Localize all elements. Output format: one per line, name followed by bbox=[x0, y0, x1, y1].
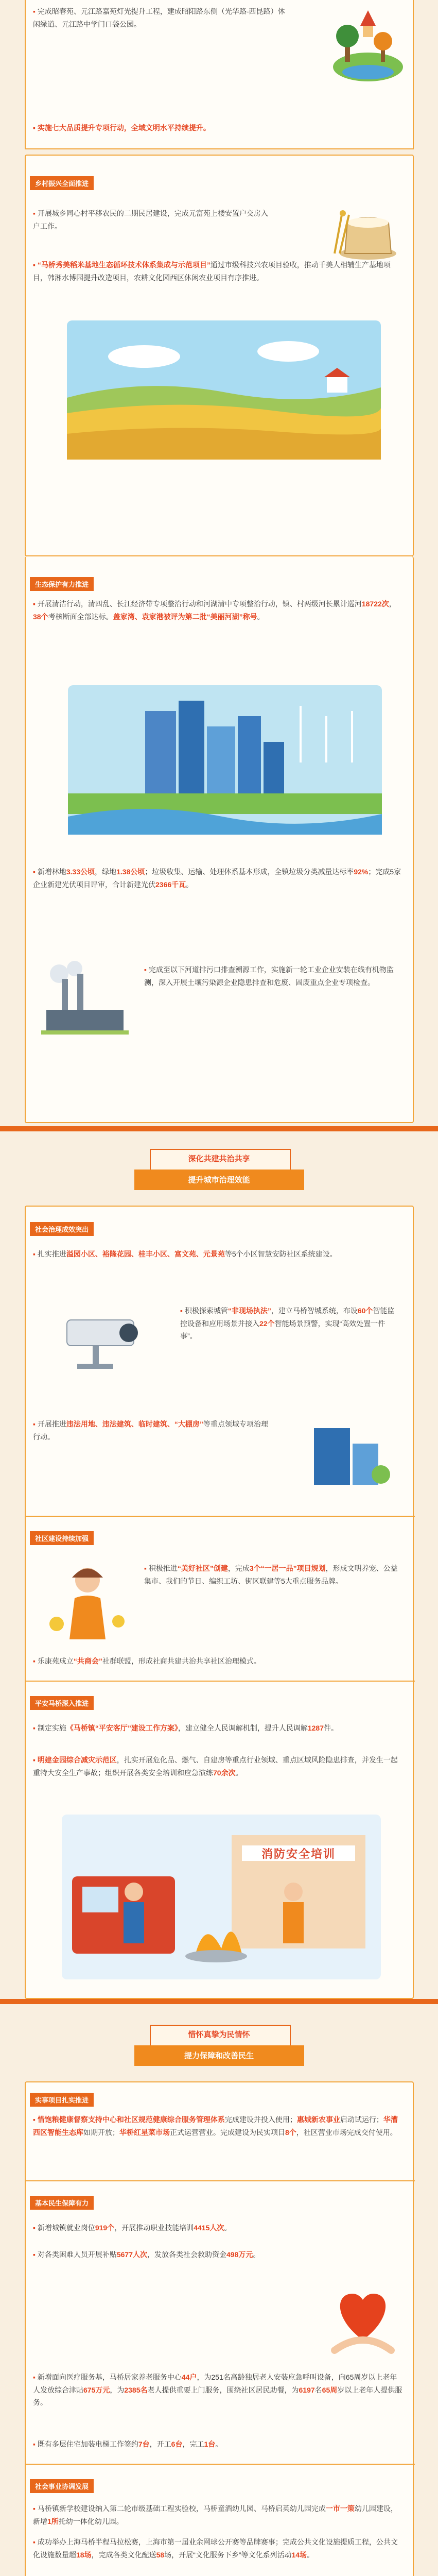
section-divider-1 bbox=[0, 1126, 438, 1131]
safety-p2: ▪ 明建金园综合减灾示范区，扎实开展危化品、燃气、自建房等重点行业领域、重点区域风险隐患排查，并发生一起重特大安全生产事故；组织开展各类安全培训和应急演练70余次。 bbox=[33, 1756, 398, 1777]
rural-tag: 乡村振兴全面推进 bbox=[30, 176, 94, 190]
basic-p1: ▪ 新增城镇就业岗位919个，开展推动职业技能培训4415人次。 bbox=[33, 2224, 232, 2232]
building-illustration bbox=[304, 1418, 391, 1490]
wheat-field-illustration bbox=[67, 320, 381, 460]
community-divider bbox=[26, 1681, 415, 1682]
banner-governance-line1: 深化共建共治共享 bbox=[188, 1155, 250, 1163]
safety-p1: ▪ 制定实施《马桥镇“平安客厅”建设工作方案》，建立健全人民调解机制，提升人民调解1287件。 bbox=[33, 1724, 339, 1732]
intro-block bbox=[25, 0, 414, 149]
gov-p3: ▪ 开展推进违法用地、违法建筑、临时建筑、“大棚房”等重点领域专项治理行动。 bbox=[33, 1420, 268, 1441]
rural-card bbox=[25, 155, 414, 556]
intro-text: ▪ 完成昭春苑、元江路嘉苑灯光提升工程，建成昭阳路东侧（光华路-西昆路）休闲绿道、元江路中学门口袋公园。 bbox=[33, 7, 285, 28]
city-river-illustration bbox=[68, 685, 382, 835]
governance-tag: 社会治理成效突出 bbox=[30, 1222, 94, 1236]
park-illustration bbox=[329, 5, 407, 88]
social-p2: ▪ 成功举办上海马桥半程马拉松赛，上海市第一届业余网球公开赛等品牌赛事；完成公共文化设施提质工程，公共文化设施数量超18场，完成各类文化配送58场，开展“文化服务下乡”等文化系列活动14场。 bbox=[33, 2538, 398, 2559]
rural-p2: ▪ “马桥秀美稻米基地生态循环技术体系集成与示范项目”通过市级科技兴农项目验收，推动千美人相辅生产基地项目，韩湘水博园提升改造项目，农耕文化园西区休闲农业项目有序推进。 bbox=[33, 261, 391, 282]
banner-livelihood bbox=[0, 2025, 438, 2072]
livelihood-card bbox=[25, 2081, 414, 2576]
basic-p4: ▪ 既有多层住宅加装电梯工作签约7台，开工6台，完工1台。 bbox=[33, 2440, 223, 2448]
eco-p1: ▪ 开展清洁行动，清四乱、长江经济带专项整治行动和河湖清中专项整治行动，镇、村两级河长累计巡河18722次，38个考核断面全部达标。盖家湾、袁家港被评为第二批“美丽河湖”称号。 bbox=[33, 600, 396, 621]
social-tag: 社会事业协调发展 bbox=[30, 2479, 94, 2493]
factory-illustration bbox=[36, 958, 134, 1041]
banner-livelihood-line2: 提力保障和改善民生 bbox=[184, 2052, 254, 2060]
banner-governance bbox=[0, 1149, 438, 1196]
safety-tag: 平安马桥深入推进 bbox=[30, 1696, 94, 1710]
basic-p3: ▪ 新增面向医疗服务基，马桥居家养老服务中心44户，为251名高龄独居老人安装应急呼叫设备，向65周岁以上老年人发放综合津贴675万元，为2385名老人提供重要上门服务，围绕社区居民助餐，为6197名65周岁以上老年人提供服务。 bbox=[33, 2373, 402, 2406]
eco-p2: ▪ 新增林地3.33公顷，绿地1.38公顷；垃圾收集、运输、处理体系基本形成，全镇垃圾分类减量达标率92%；完成5家企业新建光伏项目评审，合计新建光伏2366千瓦。 bbox=[33, 868, 401, 889]
cctv-camera-illustration bbox=[57, 1304, 160, 1377]
gov-p1: ▪ 扎实推进溢园小区、裕隆花园、桂丰小区、富文苑、元景苑等5个小区智慧安防社区系统建设。 bbox=[33, 1250, 337, 1258]
eco-card bbox=[25, 556, 414, 1123]
banner-governance-line2: 提升城市治理效能 bbox=[188, 1176, 250, 1184]
rural-p1: ▪ 开展城乡同心村平移农民的二期民居建设，完成元富苑上楼安置户交房入户工作。 bbox=[33, 209, 268, 230]
heart-hands-illustration bbox=[324, 2278, 401, 2361]
fire-station-sign: 消防安全培训 bbox=[261, 1848, 336, 1860]
basic-p2: ▪ 对各类困难人员开展补贴5677人次，发放各类社会救助资金498万元。 bbox=[33, 2250, 260, 2259]
basic-tag: 基本民生保障有力 bbox=[30, 2196, 94, 2210]
gov-p2: ▪ 积极探索城管“非现场执法”，建立马桥智城系统，布设60个智能监控设备和应用场景并接入22个智能场景预警，实现“高效处置一件事”。 bbox=[180, 1307, 395, 1340]
practical-divider bbox=[26, 2180, 415, 2181]
governance-card bbox=[25, 1206, 414, 1999]
action1-text: ▪ 实施七大品质提升专项行动，全域文明水平持续提升。 bbox=[33, 124, 211, 132]
practical-p1: ▪ 惜饱粮健康督察支持中心和社区规范健康综合服务管理体系完成建设并投入使用；惠城新农事业启动试运行；华漕西区智能生态库如期开放；华桥红星菜市场正式运营营业。完成建设为民实项目8个，社区营业市场完成交付使用。 bbox=[33, 2115, 398, 2137]
fire-drill-illustration bbox=[62, 1815, 381, 1979]
community-tag: 社区建设持续加强 bbox=[30, 1531, 94, 1545]
basic-divider bbox=[26, 2464, 415, 2465]
social-p1: ▪ 马桥镇新学校建设纳入第二轮市级基础工程实验校，马桥童酒幼儿园、马桥启英幼儿园完成一市一策幼儿园建设，新增1所托幼一体化幼儿园。 bbox=[33, 2504, 398, 2526]
section-divider-2 bbox=[0, 1999, 438, 2004]
community-p1: ▪ 积极推进“美好社区”创建，完成3个“一居一品”项目规划，形成文明养宠、公益集市、我们的节日、编织工坊、街区联建等5大重点服务品牌。 bbox=[144, 1564, 398, 1585]
eco-p3: ▪ 完成至以下河道排污口排查溯源工作，实施新一轮工业企业安装在线有机物监测，深入开展土壤污染源企业隐患排查和危废、固废重点企业专项检查。 bbox=[144, 965, 394, 987]
rice-sack-illustration bbox=[324, 202, 407, 264]
community-woman-illustration bbox=[41, 1557, 134, 1639]
eco-tag: 生态保护有力推进 bbox=[30, 577, 94, 591]
banner-livelihood-line1: 惜怀真挚为民情怀 bbox=[188, 2030, 250, 2039]
practical-tag: 实事项目扎实推进 bbox=[30, 2093, 94, 2107]
gov-divider bbox=[26, 1516, 415, 1517]
community-p2: ▪ 乐康苑成立“共商会”社群联盟，形成社商共建共治共享社区治理模式。 bbox=[33, 1657, 261, 1665]
